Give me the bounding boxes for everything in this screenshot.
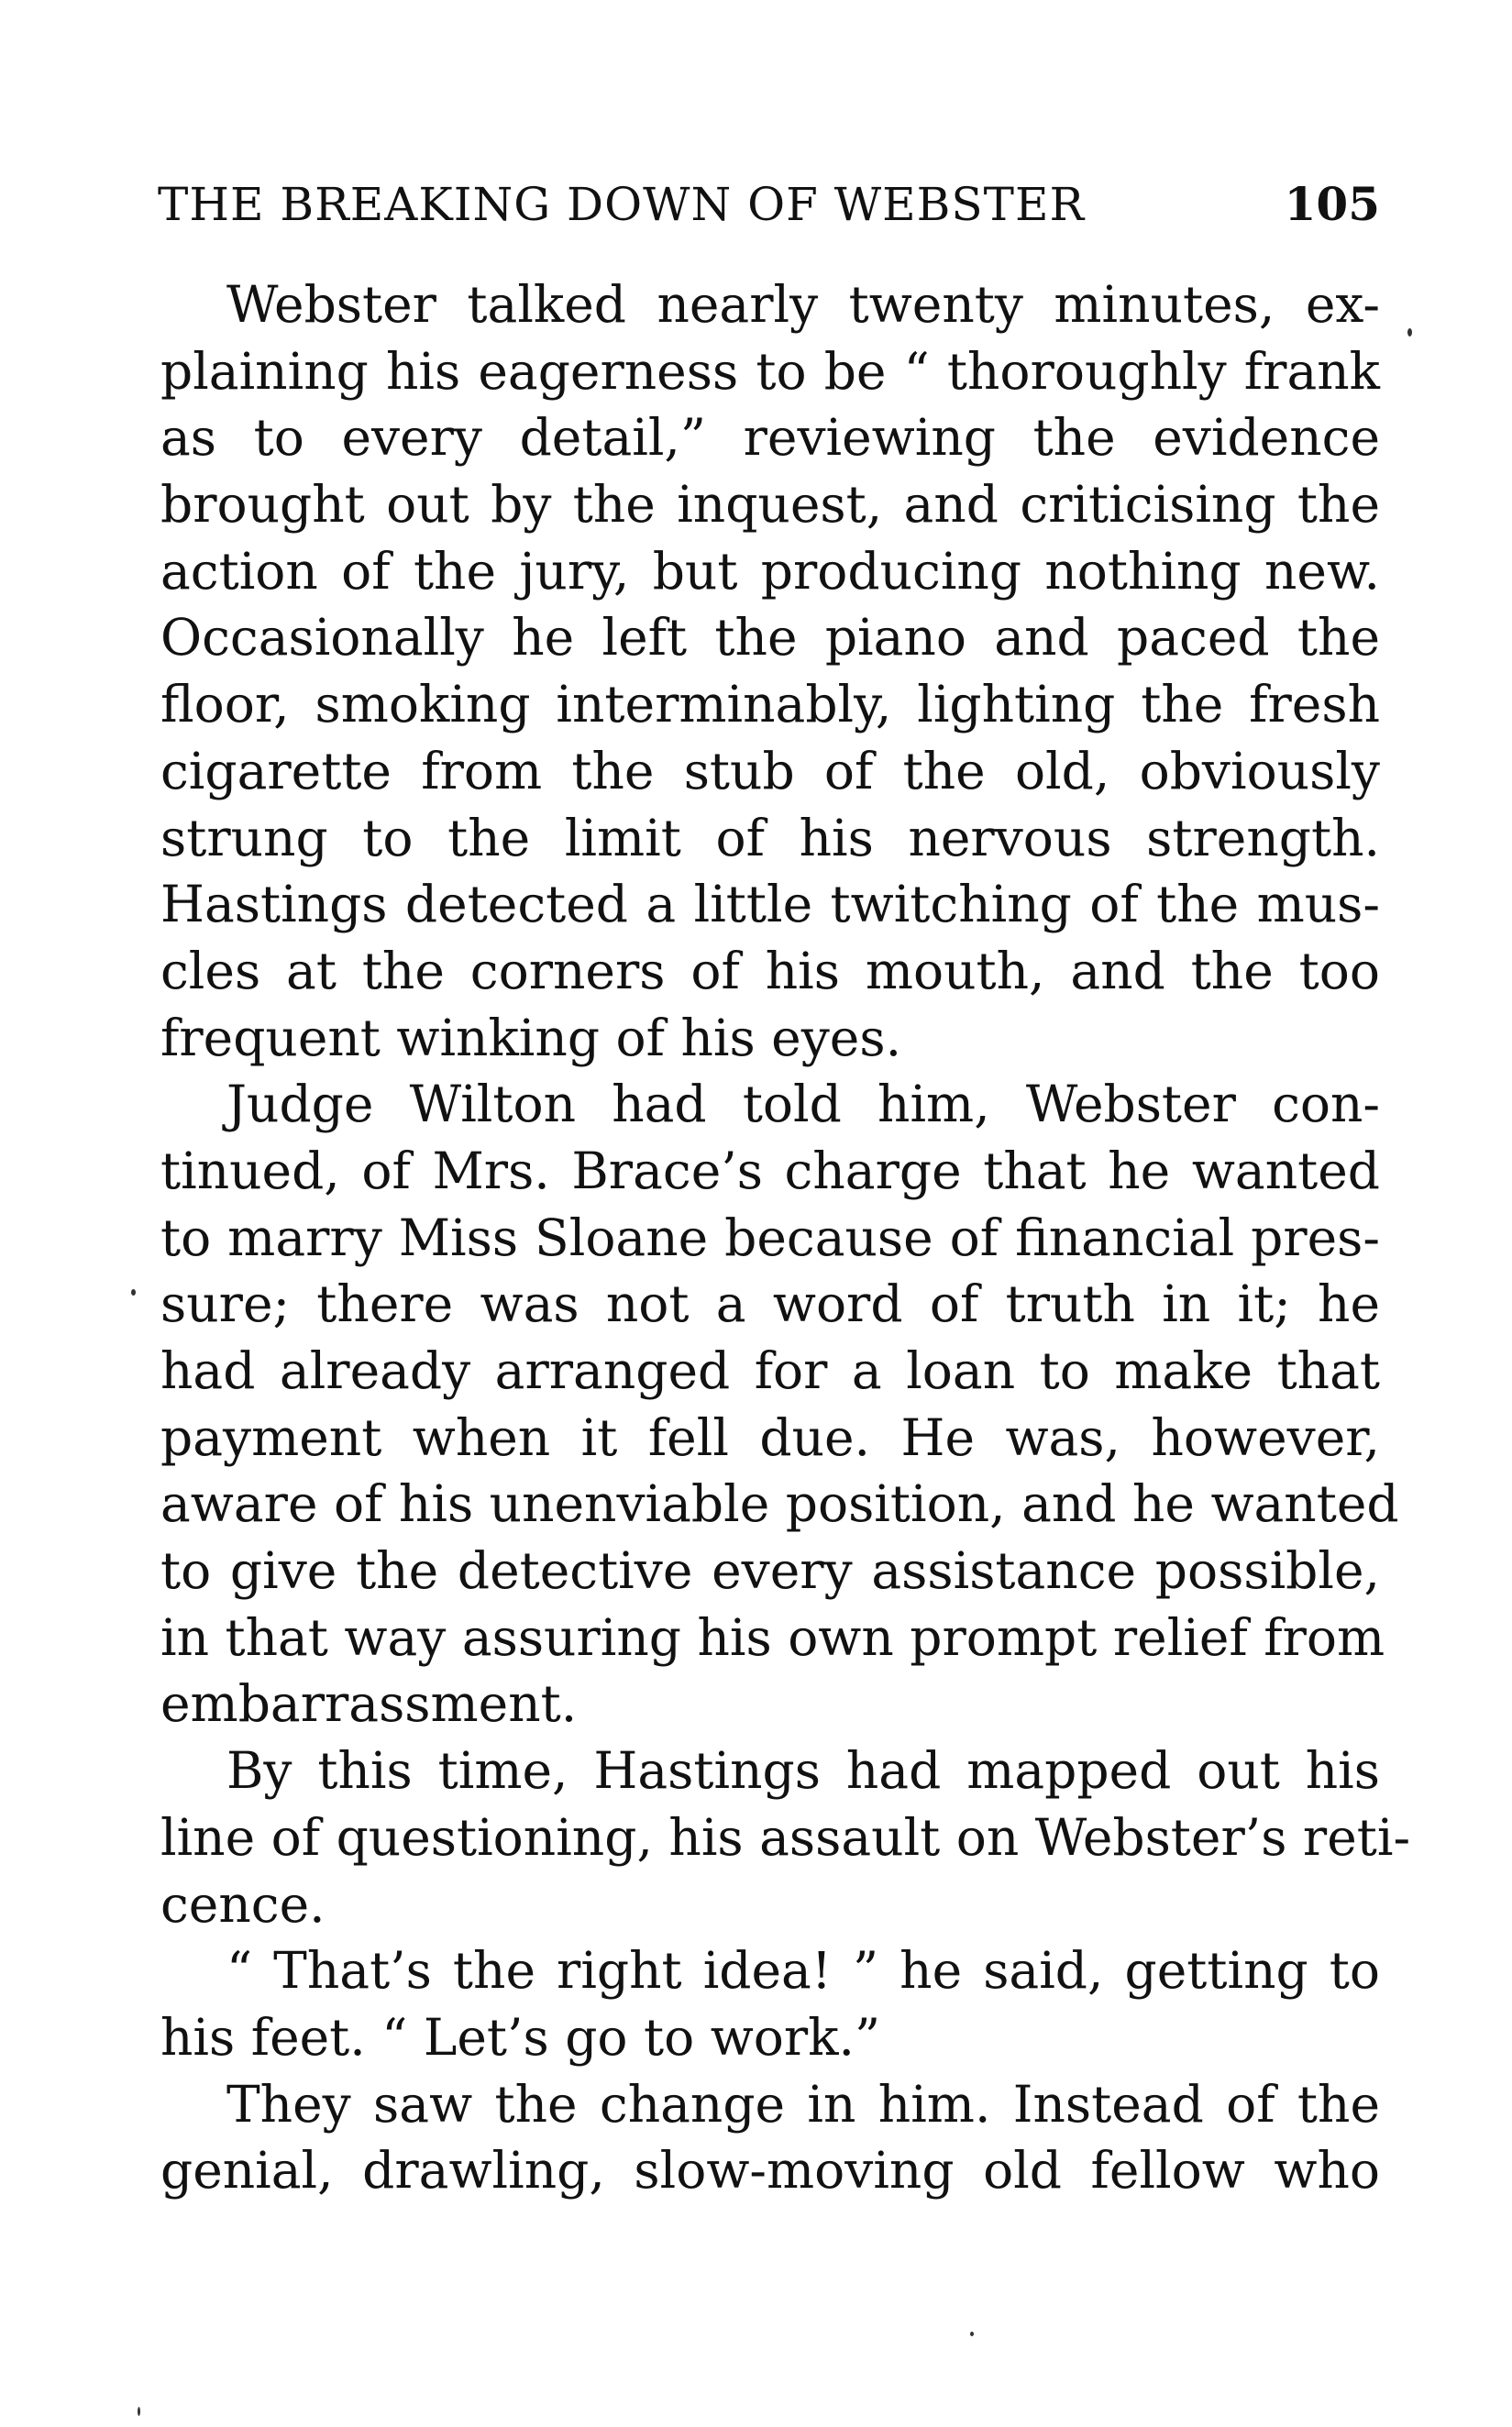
scan-speck xyxy=(138,2407,140,2416)
chapter-title: THE BREAKING DOWN OF WEBSTER xyxy=(158,178,1086,231)
text-line: brought out by the inquest, and criticising the xyxy=(160,475,1380,535)
text-line: aware of his unenviable position, and he wanted xyxy=(160,1474,1399,1534)
text-line: floor, smoking interminably, lighting the fresh xyxy=(160,675,1380,734)
text-line: plaining his eagerness to be “ thoroughly frank xyxy=(160,341,1380,401)
text-line: Judge Wilton had told him, Webster con- xyxy=(226,1075,1380,1134)
text-line: in that way assuring his own prompt relief from xyxy=(160,1607,1385,1667)
text-line: had already arranged for a loan to make that xyxy=(160,1341,1380,1400)
text-line: payment when it fell due. He was, however, xyxy=(160,1407,1380,1467)
text-line: action of the jury, but producing nothing new. xyxy=(160,541,1380,601)
running-head xyxy=(158,176,1380,233)
text-line: Occasionally he left the piano and paced the xyxy=(160,608,1380,667)
text-line: Hastings detected a little twitching of the mus- xyxy=(160,875,1380,934)
text-line: genial, drawling, slow-moving old fellow who xyxy=(160,2141,1380,2201)
text-line: Webster talked nearly twenty minutes, ex- xyxy=(226,275,1380,334)
scan-speck xyxy=(131,1289,136,1296)
page-number: 105 xyxy=(1284,177,1380,231)
text-line: “ That’s the right idea! ” he said, getting to xyxy=(226,1941,1380,2001)
text-line: his feet. “ Let’s go to work.” xyxy=(160,2007,881,2067)
text-line: to give the detective every assistance possible, xyxy=(160,1541,1380,1601)
scan-speck xyxy=(1407,328,1412,336)
text-line: frequent winking of his eyes. xyxy=(160,1008,902,1067)
text-line: sure; there was not a word of truth in it; he xyxy=(160,1274,1380,1334)
text-line: cles at the corners of his mouth, and the too xyxy=(160,941,1380,1000)
text-line: to marry Miss Sloane because of financial pres- xyxy=(160,1208,1380,1267)
text-line: tinued, of Mrs. Brace’s charge that he wanted xyxy=(160,1141,1380,1200)
text-line: line of questioning, his assault on Webster’s reti- xyxy=(160,1807,1411,1867)
body-text xyxy=(160,271,1411,2204)
text-line: strung to the limit of his nervous strength. xyxy=(160,808,1380,867)
scan-speck xyxy=(970,2332,974,2336)
text-line: as to every detail,” reviewing the evidence xyxy=(160,408,1380,468)
text-line: They saw the change in him. Instead of the xyxy=(226,2074,1380,2134)
text-line: embarrassment. xyxy=(160,1674,578,1734)
text-line: cigarette from the stub of the old, obviously xyxy=(160,741,1380,800)
text-line: cence. xyxy=(160,1874,326,1934)
text-line: By this time, Hastings had mapped out his xyxy=(226,1741,1380,1801)
